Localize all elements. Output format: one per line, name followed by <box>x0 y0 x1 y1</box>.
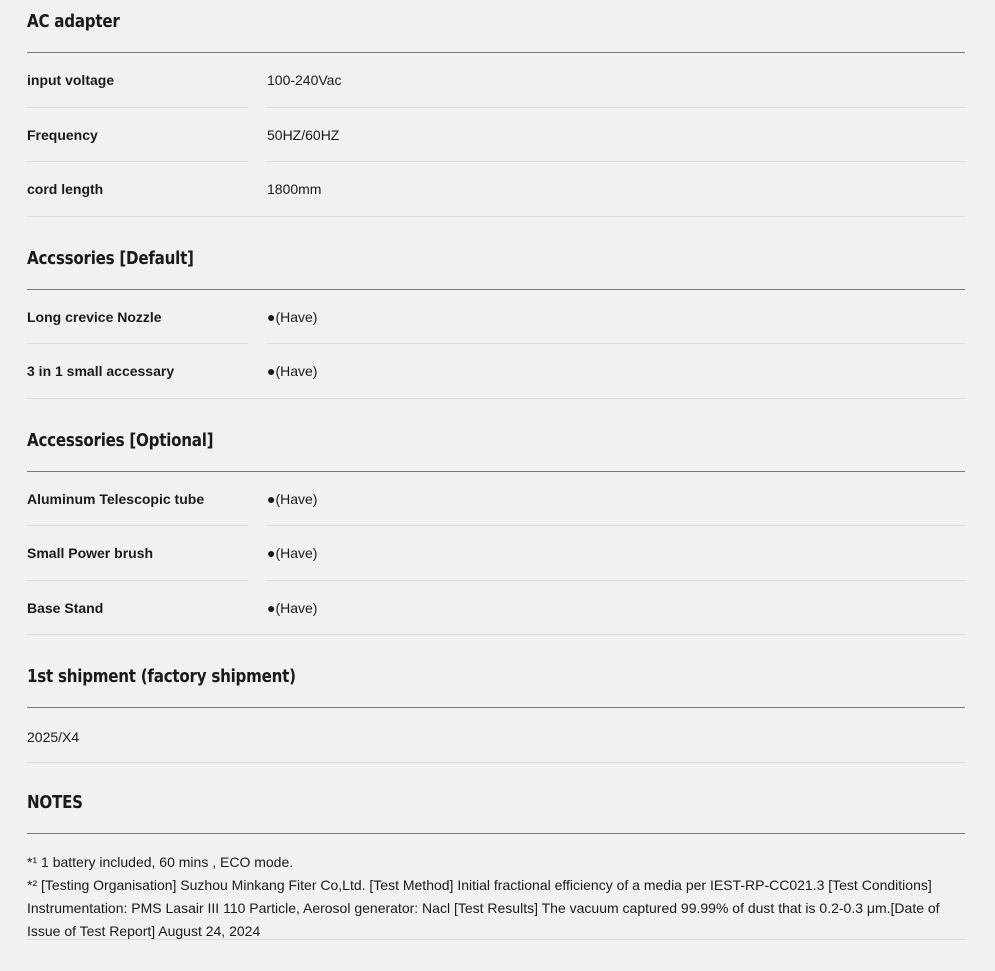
spec-label: Aluminum Telescopic tube <box>27 490 205 507</box>
note-1-mark: *¹ <box>27 854 38 870</box>
spec-label: Base Stand <box>27 599 104 616</box>
row-divider <box>27 216 965 217</box>
spec-value: 1800mm <box>267 181 322 197</box>
spec-value: ●(Have) <box>267 363 318 379</box>
section-title: Accessories [Optional] <box>27 429 214 451</box>
section-title: 1st shipment (factory shipment) <box>27 666 296 687</box>
note-1 <box>27 851 965 874</box>
spec-label: Long crevice Nozzle <box>27 308 162 325</box>
spec-row-cord-length <box>27 162 965 217</box>
spec-row-telescopic-tube <box>27 472 965 527</box>
spec-value: ●(Have) <box>267 545 318 561</box>
row-divider <box>27 398 965 399</box>
section-header-shipment <box>27 655 965 708</box>
spec-label: Small Power brush <box>27 545 154 561</box>
notes-body <box>27 834 965 940</box>
spec-row-input-voltage <box>27 53 965 108</box>
spec-value: ●(Have) <box>267 308 318 325</box>
spec-page <box>27 0 965 940</box>
spec-label: cord length <box>27 181 104 197</box>
spec-value: 100-240Vac <box>267 72 342 88</box>
section-header-accessories-default <box>27 237 965 290</box>
spec-value: ●(Have) <box>267 599 318 616</box>
spec-row-long-crevice-nozzle <box>27 290 965 345</box>
section-header-ac-adapter <box>27 0 965 53</box>
row-divider <box>27 634 965 635</box>
shipment-value: 2025/X4 <box>27 729 80 745</box>
note-2 <box>27 874 965 943</box>
row-divider <box>27 762 965 763</box>
spec-row-frequency <box>27 108 965 163</box>
section-header-notes <box>27 781 965 834</box>
spec-row-3in1-accessary <box>27 344 965 399</box>
spec-label: 3 in 1 small accessary <box>27 363 175 379</box>
section-header-accessories-optional <box>27 419 965 472</box>
section-title: NOTES <box>27 792 83 813</box>
note-2-text: [Testing Organisation] Suzhou Minkang Fiter Co,Ltd. [Test Method] Initial fractional efficiency of a media per IEST-RP-CC021.3 [Test Conditions] Instrumentation: PMS Lasair III 110 Particle, Aerosol generator: Nacl [Test Results] The vacuum captured 99.99% of dust that is 0.2-0.3 μm.[Date of Issue of Test Report] August 24, 2024 <box>27 877 940 939</box>
shipment-row <box>27 708 965 763</box>
spec-label: input voltage <box>27 72 115 88</box>
row-divider <box>27 939 965 940</box>
note-1-text: 1 battery included, 60 mins , ECO mode. <box>37 854 294 870</box>
note-2-mark: *² <box>27 877 38 893</box>
spec-label: Frequency <box>27 126 98 143</box>
spec-value: ●(Have) <box>267 490 318 507</box>
spec-row-power-brush <box>27 526 965 581</box>
spec-row-base-stand <box>27 581 965 636</box>
spec-value: 50HZ/60HZ <box>267 126 340 143</box>
section-title: AC adapter <box>27 11 120 32</box>
section-title: Accssories [Default] <box>27 247 194 269</box>
